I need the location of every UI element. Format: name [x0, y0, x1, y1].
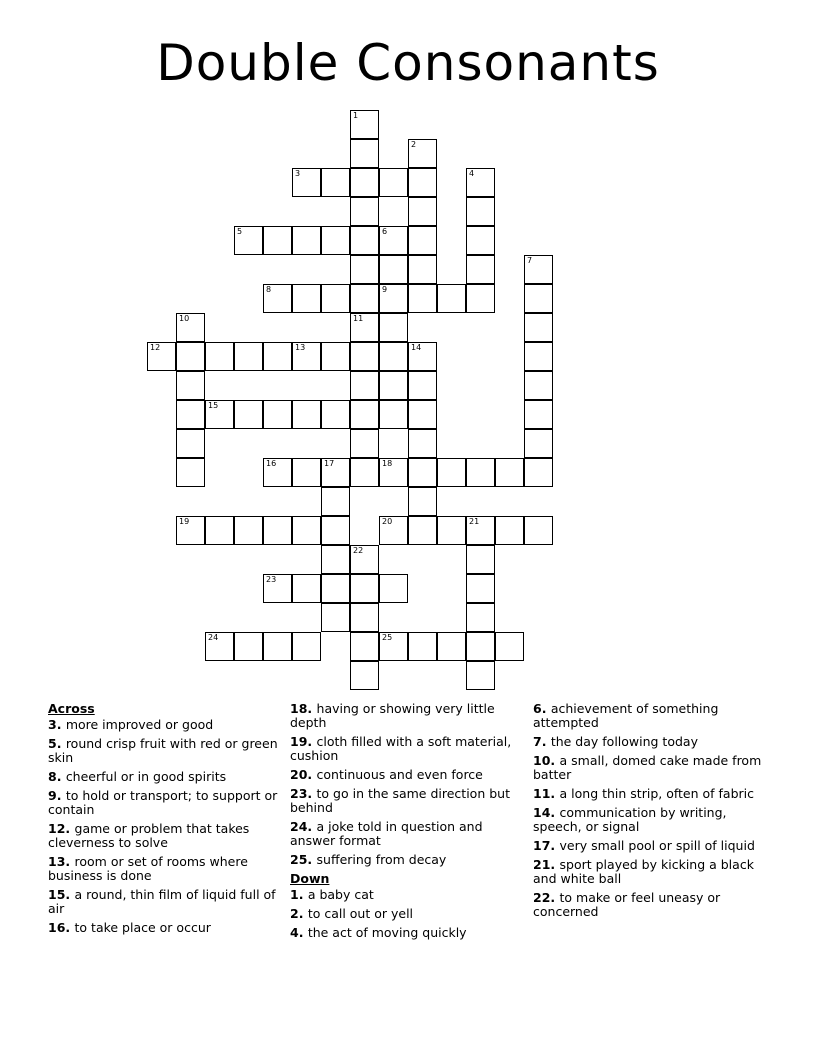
across-clue — [290, 820, 518, 848]
across-heading: Across — [48, 701, 95, 716]
across-clue — [48, 770, 280, 784]
clue-text: sport played by kicking a black and white ball — [533, 857, 754, 886]
down-clue — [533, 735, 773, 749]
clue-number-label: 23 — [290, 786, 308, 801]
clue-separator: . — [550, 753, 560, 768]
grid-cell[interactable] — [524, 313, 553, 342]
across-clue — [290, 768, 518, 782]
clue-text: achievement of something attempted — [533, 701, 719, 730]
grid-cell[interactable] — [350, 574, 379, 603]
grid-cell[interactable] — [321, 603, 350, 632]
down-clue — [290, 926, 518, 940]
grid-cell[interactable] — [205, 342, 234, 371]
grid-cell[interactable] — [350, 226, 379, 255]
grid-cell[interactable] — [321, 168, 350, 197]
clue-text: more improved or good — [65, 717, 214, 732]
grid-cell[interactable] — [408, 400, 437, 429]
clue-text: to call out or yell — [307, 906, 414, 921]
grid-cell[interactable] — [321, 400, 350, 429]
grid-cell[interactable] — [466, 574, 495, 603]
grid-cell[interactable] — [466, 458, 495, 487]
clue-text: round crisp fruit with red or green skin — [48, 736, 278, 765]
down-clue — [290, 888, 518, 902]
clue-separator: . — [65, 920, 75, 935]
grid-cell[interactable] — [379, 284, 408, 313]
clue-text: to go in the same direction but behind — [290, 786, 510, 815]
grid-cell[interactable] — [321, 284, 350, 313]
across-clue — [48, 822, 280, 850]
grid-cell[interactable] — [292, 168, 321, 197]
down-clue — [290, 907, 518, 921]
grid-cell[interactable] — [205, 632, 234, 661]
grid-cell[interactable] — [350, 284, 379, 313]
across-clue — [48, 855, 280, 883]
grid-cell[interactable] — [379, 516, 408, 545]
clue-number: 18 — [382, 459, 393, 468]
clue-number-label: 19 — [290, 734, 308, 749]
grid-cell[interactable] — [408, 458, 437, 487]
clue-text: a joke told in question and answer format — [290, 819, 483, 848]
grid-cell[interactable] — [321, 545, 350, 574]
clue-number-label: 4 — [290, 925, 299, 940]
clue-number: 25 — [382, 633, 393, 642]
clue-separator: . — [541, 701, 551, 716]
grid-cell[interactable] — [350, 342, 379, 371]
clue-number-label: 15 — [48, 887, 66, 902]
grid-cell[interactable] — [263, 342, 292, 371]
grid-cell[interactable] — [408, 284, 437, 313]
clue-number-label: 20 — [290, 767, 308, 782]
clue-separator: . — [307, 734, 317, 749]
clue-separator: . — [550, 857, 560, 872]
grid-cell[interactable] — [292, 458, 321, 487]
clue-separator: . — [307, 701, 317, 716]
grid-cell[interactable] — [350, 603, 379, 632]
clue-number: 19 — [179, 517, 190, 526]
down-clue — [533, 891, 773, 919]
clue-text: cheerful or in good spirits — [65, 769, 227, 784]
grid-cell[interactable] — [350, 255, 379, 284]
grid-cell[interactable] — [263, 284, 292, 313]
grid-cell[interactable] — [350, 545, 379, 574]
grid-cell[interactable] — [408, 197, 437, 226]
grid-cell[interactable] — [495, 632, 524, 661]
grid-cell[interactable] — [263, 516, 292, 545]
clue-number-label: 16 — [48, 920, 66, 935]
clue-column-3 — [533, 702, 773, 924]
clue-number-label: 8 — [48, 769, 57, 784]
clue-separator: . — [307, 786, 317, 801]
grid-cell[interactable] — [292, 226, 321, 255]
clue-separator: . — [550, 805, 560, 820]
grid-cell[interactable] — [292, 284, 321, 313]
grid-cell[interactable] — [524, 516, 553, 545]
clue-separator: . — [56, 717, 66, 732]
clue-separator: . — [56, 736, 66, 751]
across-clue — [290, 702, 518, 730]
clue-number: 13 — [295, 343, 306, 352]
grid-cell[interactable] — [350, 371, 379, 400]
clue-separator: . — [307, 819, 317, 834]
clue-number: 22 — [353, 546, 364, 555]
clue-separator: . — [298, 887, 308, 902]
clue-separator: . — [65, 887, 75, 902]
grid-cell[interactable] — [437, 458, 466, 487]
clue-number-label: 6 — [533, 701, 542, 716]
grid-cell[interactable] — [263, 574, 292, 603]
grid-cell[interactable] — [321, 458, 350, 487]
grid-cell[interactable] — [379, 371, 408, 400]
clue-number-label: 14 — [533, 805, 551, 820]
clue-number-label: 5 — [48, 736, 57, 751]
across-clue — [290, 853, 518, 867]
clue-number: 10 — [179, 314, 190, 323]
grid-cell[interactable] — [466, 226, 495, 255]
page-title: Double Consonants — [156, 34, 660, 92]
grid-cell[interactable] — [147, 342, 176, 371]
grid-cell[interactable] — [350, 429, 379, 458]
grid-cell[interactable] — [321, 487, 350, 516]
clue-number: 4 — [469, 169, 475, 178]
grid-cell[interactable] — [379, 574, 408, 603]
clue-number: 2 — [411, 140, 417, 149]
clue-number: 21 — [469, 517, 480, 526]
clue-number-label: 18 — [290, 701, 308, 716]
grid-cell[interactable] — [466, 255, 495, 284]
down-clue — [533, 787, 773, 801]
grid-cell[interactable] — [466, 516, 495, 545]
grid-cell[interactable] — [263, 458, 292, 487]
grid-cell[interactable] — [176, 371, 205, 400]
grid-cell[interactable] — [379, 458, 408, 487]
grid-cell[interactable] — [408, 429, 437, 458]
across-clue — [48, 888, 280, 916]
grid-cell[interactable] — [408, 342, 437, 371]
grid-cell[interactable] — [234, 342, 263, 371]
grid-cell[interactable] — [466, 545, 495, 574]
clue-separator: . — [307, 767, 317, 782]
clue-number: 15 — [208, 401, 219, 410]
clue-number: 3 — [295, 169, 301, 178]
clue-number-label: 7 — [533, 734, 542, 749]
clue-column-1 — [48, 702, 280, 940]
clue-number: 11 — [353, 314, 364, 323]
grid-cell[interactable] — [350, 168, 379, 197]
clue-number: 16 — [266, 459, 277, 468]
grid-cell[interactable] — [437, 284, 466, 313]
across-clue — [290, 787, 518, 815]
grid-cell[interactable] — [321, 516, 350, 545]
clue-separator: . — [298, 906, 308, 921]
grid-cell[interactable] — [263, 632, 292, 661]
grid-cell[interactable] — [321, 574, 350, 603]
grid-cell[interactable] — [379, 168, 408, 197]
grid-cell[interactable] — [234, 516, 263, 545]
grid-cell[interactable] — [350, 197, 379, 226]
grid-cell[interactable] — [466, 632, 495, 661]
down-clue — [533, 839, 773, 853]
grid-cell[interactable] — [379, 313, 408, 342]
grid-cell[interactable] — [321, 226, 350, 255]
clue-text: having or showing very little depth — [290, 701, 495, 730]
grid-cell[interactable] — [350, 400, 379, 429]
down-clue — [533, 702, 773, 730]
clue-separator: . — [541, 734, 551, 749]
clue-separator: . — [298, 925, 308, 940]
clue-text: cloth filled with a soft material, cushion — [290, 734, 512, 763]
grid-cell[interactable] — [263, 400, 292, 429]
across-clue — [48, 737, 280, 765]
grid-cell[interactable] — [379, 342, 408, 371]
clue-number-label: 21 — [533, 857, 551, 872]
grid-cell[interactable] — [234, 226, 263, 255]
across-clue — [48, 718, 280, 732]
clue-separator: . — [550, 786, 560, 801]
grid-cell[interactable] — [379, 255, 408, 284]
grid-cell[interactable] — [205, 400, 234, 429]
down-heading: Down — [290, 871, 330, 886]
clue-number-label: 1 — [290, 887, 299, 902]
clue-text: communication by writing, speech, or signal — [533, 805, 727, 834]
clue-number: 6 — [382, 227, 388, 236]
clue-separator: . — [56, 769, 66, 784]
clue-text: very small pool or spill of liquid — [559, 838, 755, 853]
clue-separator: . — [307, 852, 317, 867]
clue-number-label: 24 — [290, 819, 308, 834]
grid-cell[interactable] — [437, 516, 466, 545]
grid-cell[interactable] — [292, 632, 321, 661]
grid-cell[interactable] — [524, 342, 553, 371]
clue-number-label: 17 — [533, 838, 551, 853]
grid-cell[interactable] — [176, 313, 205, 342]
clue-number-label: 9 — [48, 788, 57, 803]
grid-cell[interactable] — [350, 458, 379, 487]
grid-cell[interactable] — [408, 139, 437, 168]
clue-number: 14 — [411, 343, 422, 352]
grid-cell[interactable] — [350, 139, 379, 168]
clue-text: game or problem that takes cleverness to solve — [48, 821, 250, 850]
down-clue — [533, 754, 773, 782]
clue-text: a small, domed cake made from batter — [533, 753, 762, 782]
grid-cell[interactable] — [350, 110, 379, 139]
grid-cell[interactable] — [408, 487, 437, 516]
clue-text: to take place or occur — [74, 920, 211, 935]
grid-cell[interactable] — [524, 255, 553, 284]
grid-cell[interactable] — [408, 255, 437, 284]
grid-cell[interactable] — [524, 400, 553, 429]
clue-text: a baby cat — [307, 887, 374, 902]
grid-cell[interactable] — [495, 458, 524, 487]
grid-cell[interactable] — [408, 371, 437, 400]
grid-cell[interactable] — [234, 400, 263, 429]
clue-number-label: 2 — [290, 906, 299, 921]
clue-number-label: 11 — [533, 786, 551, 801]
clue-number: 17 — [324, 459, 335, 468]
clue-text: a long thin strip, often of fabric — [559, 786, 755, 801]
across-clue — [48, 921, 280, 935]
across-clue — [290, 735, 518, 763]
grid-cell[interactable] — [292, 400, 321, 429]
grid-cell[interactable] — [466, 603, 495, 632]
clue-number: 5 — [237, 227, 243, 236]
clue-number-label: 25 — [290, 852, 308, 867]
grid-cell[interactable] — [176, 400, 205, 429]
clue-number: 1 — [353, 111, 359, 120]
grid-cell[interactable] — [350, 632, 379, 661]
clue-separator: . — [550, 890, 560, 905]
clue-text: the day following today — [550, 734, 698, 749]
grid-cell[interactable] — [437, 632, 466, 661]
grid-cell[interactable] — [466, 168, 495, 197]
clue-number: 9 — [382, 285, 388, 294]
clue-number-label: 10 — [533, 753, 551, 768]
grid-cell[interactable] — [408, 168, 437, 197]
grid-cell[interactable] — [466, 284, 495, 313]
clue-number-label: 3 — [48, 717, 57, 732]
clue-separator: . — [550, 838, 560, 853]
clue-number: 7 — [527, 256, 533, 265]
grid-cell[interactable] — [292, 516, 321, 545]
clue-number: 24 — [208, 633, 219, 642]
grid-cell[interactable] — [524, 284, 553, 313]
clue-number-label: 12 — [48, 821, 66, 836]
grid-cell[interactable] — [379, 400, 408, 429]
clue-text: to hold or transport; to support or contain — [48, 788, 278, 817]
clue-number-label: 13 — [48, 854, 66, 869]
clue-text: a round, thin film of liquid full of air — [48, 887, 276, 916]
clue-text: suffering from decay — [316, 852, 447, 867]
grid-cell[interactable] — [292, 342, 321, 371]
grid-cell[interactable] — [524, 458, 553, 487]
clue-number: 23 — [266, 575, 277, 584]
clue-number: 12 — [150, 343, 161, 352]
clue-separator: . — [56, 788, 66, 803]
clue-text: room or set of rooms where business is done — [48, 854, 248, 883]
grid-cell[interactable] — [350, 313, 379, 342]
grid-cell[interactable] — [176, 342, 205, 371]
grid-cell[interactable] — [524, 429, 553, 458]
grid-cell[interactable] — [263, 226, 292, 255]
grid-cell[interactable] — [408, 632, 437, 661]
clue-number-label: 22 — [533, 890, 551, 905]
across-clue — [48, 789, 280, 817]
grid-cell[interactable] — [379, 226, 408, 255]
grid-cell[interactable] — [176, 429, 205, 458]
grid-cell[interactable] — [176, 516, 205, 545]
grid-cell[interactable] — [495, 516, 524, 545]
grid-cell[interactable] — [466, 197, 495, 226]
grid-cell[interactable] — [234, 632, 263, 661]
grid-cell[interactable] — [524, 371, 553, 400]
clue-text: the act of moving quickly — [307, 925, 467, 940]
clue-number: 8 — [266, 285, 272, 294]
clue-number: 20 — [382, 517, 393, 526]
grid-cell[interactable] — [176, 458, 205, 487]
grid-cell[interactable] — [350, 661, 379, 690]
grid-cell[interactable] — [408, 226, 437, 255]
grid-cell[interactable] — [292, 574, 321, 603]
grid-cell[interactable] — [379, 632, 408, 661]
down-clue — [533, 806, 773, 834]
down-clue — [533, 858, 773, 886]
grid-cell[interactable] — [408, 516, 437, 545]
grid-cell[interactable] — [205, 516, 234, 545]
grid-cell[interactable] — [466, 661, 495, 690]
clue-column-2 — [290, 702, 518, 945]
grid-cell[interactable] — [321, 342, 350, 371]
clue-text: to make or feel uneasy or concerned — [533, 890, 721, 919]
clue-text: continuous and even force — [316, 767, 483, 782]
clue-separator: . — [65, 821, 75, 836]
clue-separator: . — [65, 854, 75, 869]
